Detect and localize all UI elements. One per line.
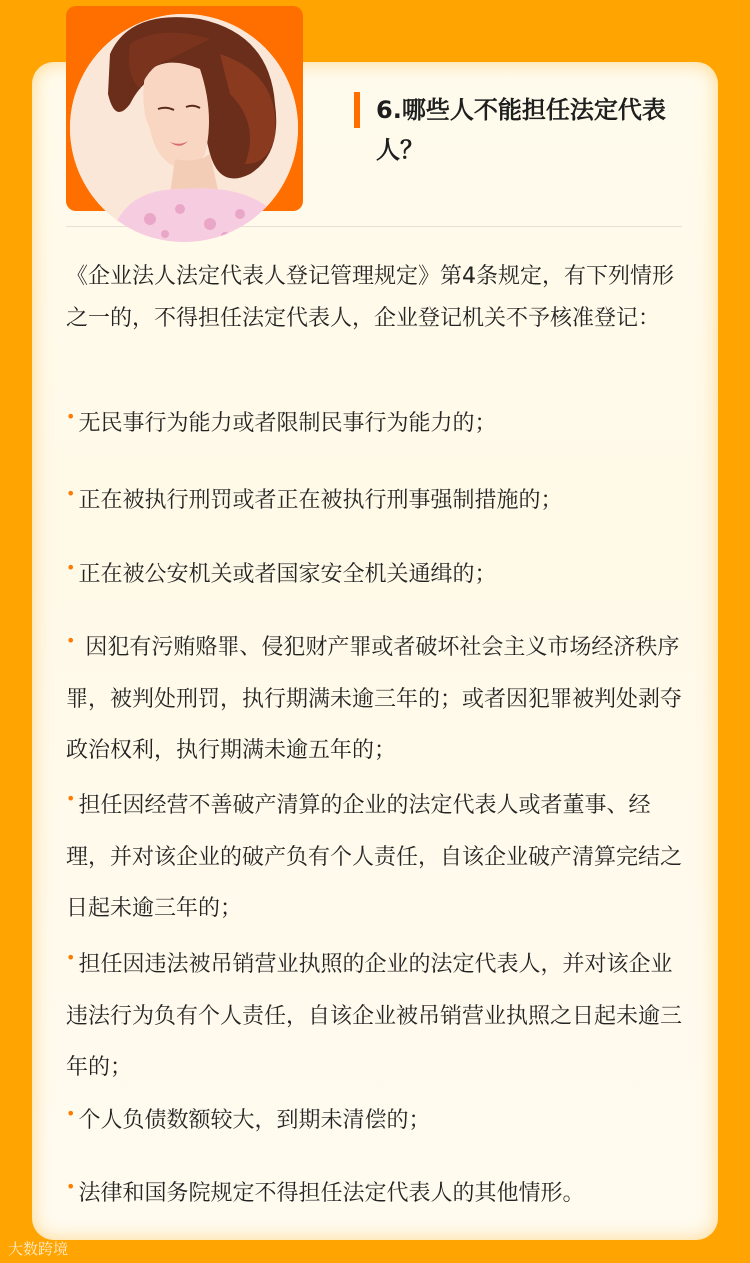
list-item-text: 个人负债数额较大，到期未清偿的； [78,1108,431,1133]
title-accent-bar [354,92,360,128]
list-item [66,939,684,1093]
list-item [66,398,684,450]
bullet-icon: • [66,631,76,650]
list-item [66,1168,684,1220]
list-item-text: 担任因违法被吊销营业执照的企业的法定代表人，并对该企业违法行为负有个人责任，自该企业被吊销营业执照之日起未逾三年的； [66,952,683,1080]
watermark-logo [8,1238,68,1259]
list-item-text: 正在被公安机关或者国家安全机关通缉的； [78,562,497,587]
bullet-icon: • [66,558,76,577]
list-item-text: 法律和国务院规定不得担任法定代表人的其他情形。 [78,1181,585,1206]
list-item-text: 正在被执行刑罚或者正在被执行刑事强制措施的； [78,488,563,513]
list-item [66,475,684,527]
bullet-icon: • [66,484,76,503]
list-item [66,549,684,601]
bullet-icon: • [66,948,76,967]
list-item-text: 担任因经营不善破产清算的企业的法定代表人或者董事、经理，并对该企业的破产负有个人责任，自该企业破产清算完结之日起未逾三年的； [66,793,683,921]
section-title: 6.哪些人不能担任法定代表人？ [376,96,666,164]
bullet-icon: • [66,407,76,426]
list-item [66,622,684,776]
avatar-illustration [70,14,298,242]
watermark-text: 大数跨境 [8,1240,69,1258]
list-item [66,1095,684,1147]
list-item-text: 无民事行为能力或者限制民事行为能力的； [78,411,497,436]
woman-portrait-image [70,14,298,242]
intro-paragraph: 《企业法人法定代表人登记管理规定》第4条规定，有下列情形之一的，不得担任法定代表人，企业登记机关不予核准登记： [66,264,674,331]
bullet-icon: • [66,1104,76,1123]
list-item-text: 因犯有污贿赂罪、侵犯财产罪或者破坏社会主义市场经济秩序罪，被判处刑罚，执行期满未逾三年的；或者因犯罪被判处剥夺政治权利，执行期满未逾五年的； [66,635,683,763]
bullet-icon: • [66,789,76,808]
bullet-icon: • [66,1177,76,1196]
list-item [66,780,684,934]
